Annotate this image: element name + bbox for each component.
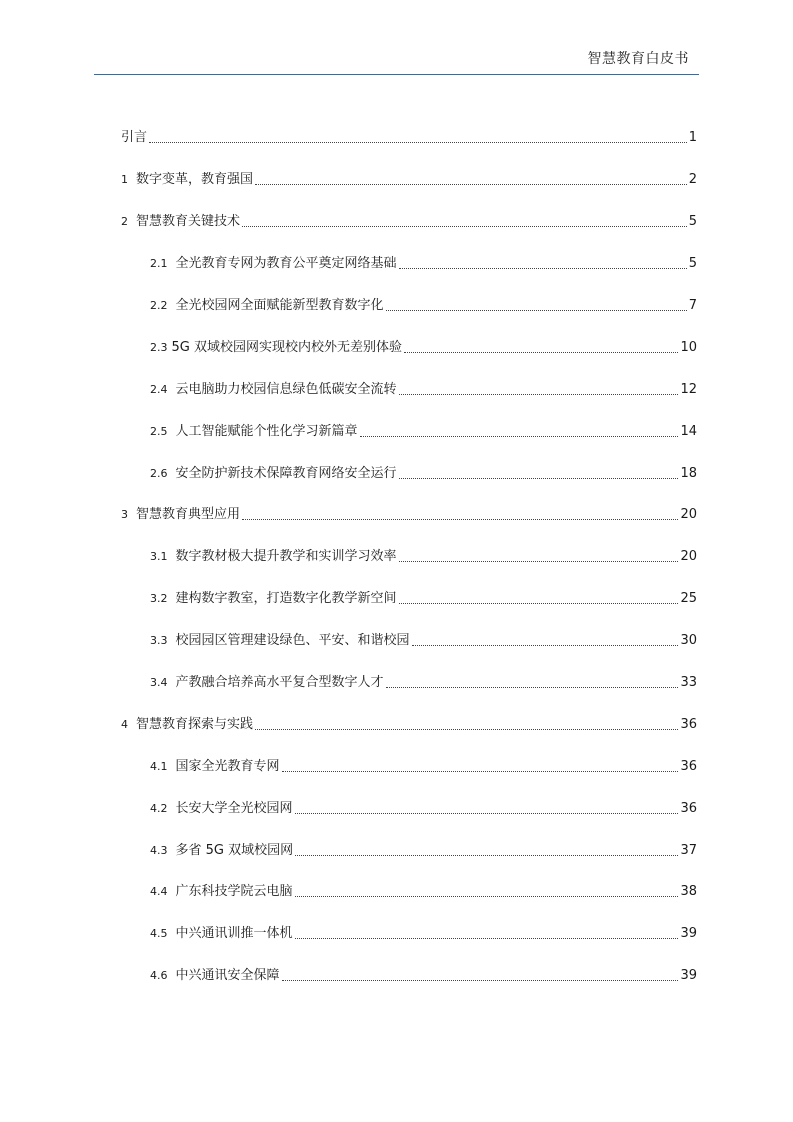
toc-entry-number: 4: [121, 718, 128, 731]
toc-entry-3-3[interactable]: [150, 629, 697, 649]
toc-entry-number: 3.2: [150, 592, 168, 605]
toc-page-number: 39: [680, 926, 697, 941]
toc-entry-title: 引言: [121, 130, 148, 145]
toc-entry-title: 智慧教育探索与实践: [136, 717, 254, 732]
toc-leader-dots: [386, 310, 687, 311]
toc-leader-dots: [295, 855, 678, 856]
toc-entry-title: 数字变革，教育强国: [136, 172, 254, 187]
toc-entry-title: 中兴通讯安全保障: [175, 968, 280, 983]
toc-entry-title: 5G 双域校园网实现校内校外无差别体验: [171, 340, 402, 355]
toc-entry-2-4[interactable]: [150, 378, 697, 398]
toc-entry-2[interactable]: [121, 210, 697, 230]
toc-page-number: 2: [688, 172, 697, 187]
toc-entry-title: 安全防护新技术保障教育网络安全运行: [175, 466, 397, 481]
toc-entry-4-1[interactable]: [150, 755, 697, 775]
toc-leader-dots: [282, 771, 679, 772]
toc-entry-title: 全光教育专网为教育公平奠定网络基础: [175, 256, 397, 271]
document-header-title: 智慧教育白皮书: [587, 51, 689, 67]
toc-entry-4-3[interactable]: [150, 839, 697, 859]
toc-leader-dots: [404, 352, 678, 353]
toc-leader-dots: [255, 184, 687, 185]
toc-entry-number: 3: [121, 508, 128, 521]
toc-leader-dots: [412, 645, 679, 646]
toc-page-number: 20: [680, 507, 697, 522]
toc-leader-dots: [242, 226, 687, 227]
toc-leader-dots: [360, 436, 679, 437]
toc-entry-number: 2: [121, 215, 128, 228]
toc-leader-dots: [149, 142, 687, 143]
toc-entry-title: 中兴通讯训推一体机: [175, 926, 293, 941]
toc-entry-number: 2.1: [150, 257, 168, 270]
toc-entry-3-4[interactable]: [150, 671, 697, 691]
toc-entry-number: 4.2: [150, 802, 168, 815]
toc-page-number: 1: [688, 130, 697, 145]
toc-page-number: 36: [680, 759, 697, 774]
toc-entry-title: 云电脑助力校园信息绿色低碳安全流转: [175, 382, 397, 397]
toc-entry-title: 智慧教育典型应用: [136, 507, 241, 522]
toc-entry-4[interactable]: [121, 713, 697, 733]
toc-leader-dots: [386, 687, 679, 688]
toc-entry-3[interactable]: [121, 503, 697, 523]
toc-leader-dots: [399, 394, 679, 395]
toc-page-number: 14: [680, 424, 697, 439]
toc-leader-dots: [399, 561, 679, 562]
toc-entry-title: 广东科技学院云电脑: [175, 884, 293, 899]
toc-page-number: 20: [680, 549, 697, 564]
toc-leader-dots: [295, 938, 679, 939]
toc-entry-number: 2.2: [150, 299, 168, 312]
toc-entry-number: 4.5: [150, 927, 168, 940]
toc-entry-2-1[interactable]: [150, 252, 697, 272]
toc-entry-title: 智慧教育关键技术: [136, 214, 241, 229]
toc-page-number: 7: [688, 298, 697, 313]
toc-entry-4-2[interactable]: [150, 797, 697, 817]
toc-page-number: 5: [688, 256, 697, 271]
toc-page-number: 25: [680, 591, 697, 606]
toc-entry-number: 3.1: [150, 550, 168, 563]
toc-page-number: 18: [680, 466, 697, 481]
toc-entry-number: 3.4: [150, 676, 168, 689]
toc-entry-title: 全光校园网全面赋能新型教育数字化: [175, 298, 384, 313]
toc-entry-number: 2.4: [150, 383, 168, 396]
toc-entry-number: 2.6: [150, 467, 168, 480]
toc-page-number: 12: [680, 382, 697, 397]
toc-entry-number: 2.3: [150, 341, 168, 354]
toc-entry-3-2[interactable]: [150, 587, 697, 607]
toc-leader-dots: [255, 729, 678, 730]
toc-entry-title: 建构数字教室，打造数字化教学新空间: [175, 591, 397, 606]
toc-entry-intro[interactable]: [121, 126, 697, 146]
toc-entry-title: 多省 5G 双域校园网: [175, 843, 294, 858]
toc-page-number: 30: [680, 633, 697, 648]
toc-entry-4-6[interactable]: [150, 964, 697, 984]
toc-entry-2-2[interactable]: [150, 294, 697, 314]
toc-page-number: 38: [680, 884, 697, 899]
toc-page-number: 39: [680, 968, 697, 983]
toc-leader-dots: [282, 980, 679, 981]
toc-entry-number: 4.3: [150, 844, 168, 857]
toc-entry-title: 校园园区管理建设绿色、平安、和谐校园: [175, 633, 410, 648]
toc-page-number: 5: [688, 214, 697, 229]
toc-entry-1[interactable]: [121, 168, 697, 188]
toc-leader-dots: [295, 813, 679, 814]
toc-leader-dots: [295, 896, 679, 897]
toc-entry-title: 产教融合培养高水平复合型数字人才: [175, 675, 384, 690]
toc-page-number: 10: [680, 340, 697, 355]
toc-entry-number: 4.4: [150, 885, 168, 898]
toc-leader-dots: [399, 478, 679, 479]
toc-entry-title: 数字教材极大提升教学和实训学习效率: [175, 549, 397, 564]
toc-entry-3-1[interactable]: [150, 545, 697, 565]
toc-page-number: 33: [680, 675, 697, 690]
toc-entry-number: 4.6: [150, 969, 168, 982]
toc-entry-2-5[interactable]: [150, 420, 697, 440]
toc-leader-dots: [399, 603, 679, 604]
toc-page-number: 37: [680, 843, 697, 858]
toc-entry-4-4[interactable]: [150, 880, 697, 900]
toc-entry-2-6[interactable]: [150, 462, 697, 482]
toc-leader-dots: [399, 268, 687, 269]
toc-entry-title: 人工智能赋能个性化学习新篇章: [175, 424, 358, 439]
toc-entry-4-5[interactable]: [150, 922, 697, 942]
toc-entry-title: 长安大学全光校园网: [175, 801, 293, 816]
toc-entry-number: 4.1: [150, 760, 168, 773]
toc-entry-title: 国家全光教育专网: [175, 759, 280, 774]
toc-page-number: 36: [680, 717, 697, 732]
toc-entry-2-3[interactable]: [150, 336, 697, 356]
toc-entry-number: 3.3: [150, 634, 168, 647]
toc-page-number: 36: [680, 801, 697, 816]
toc-leader-dots: [242, 519, 678, 520]
toc-entry-number: 1: [121, 173, 128, 186]
toc-entry-number: 2.5: [150, 425, 168, 438]
